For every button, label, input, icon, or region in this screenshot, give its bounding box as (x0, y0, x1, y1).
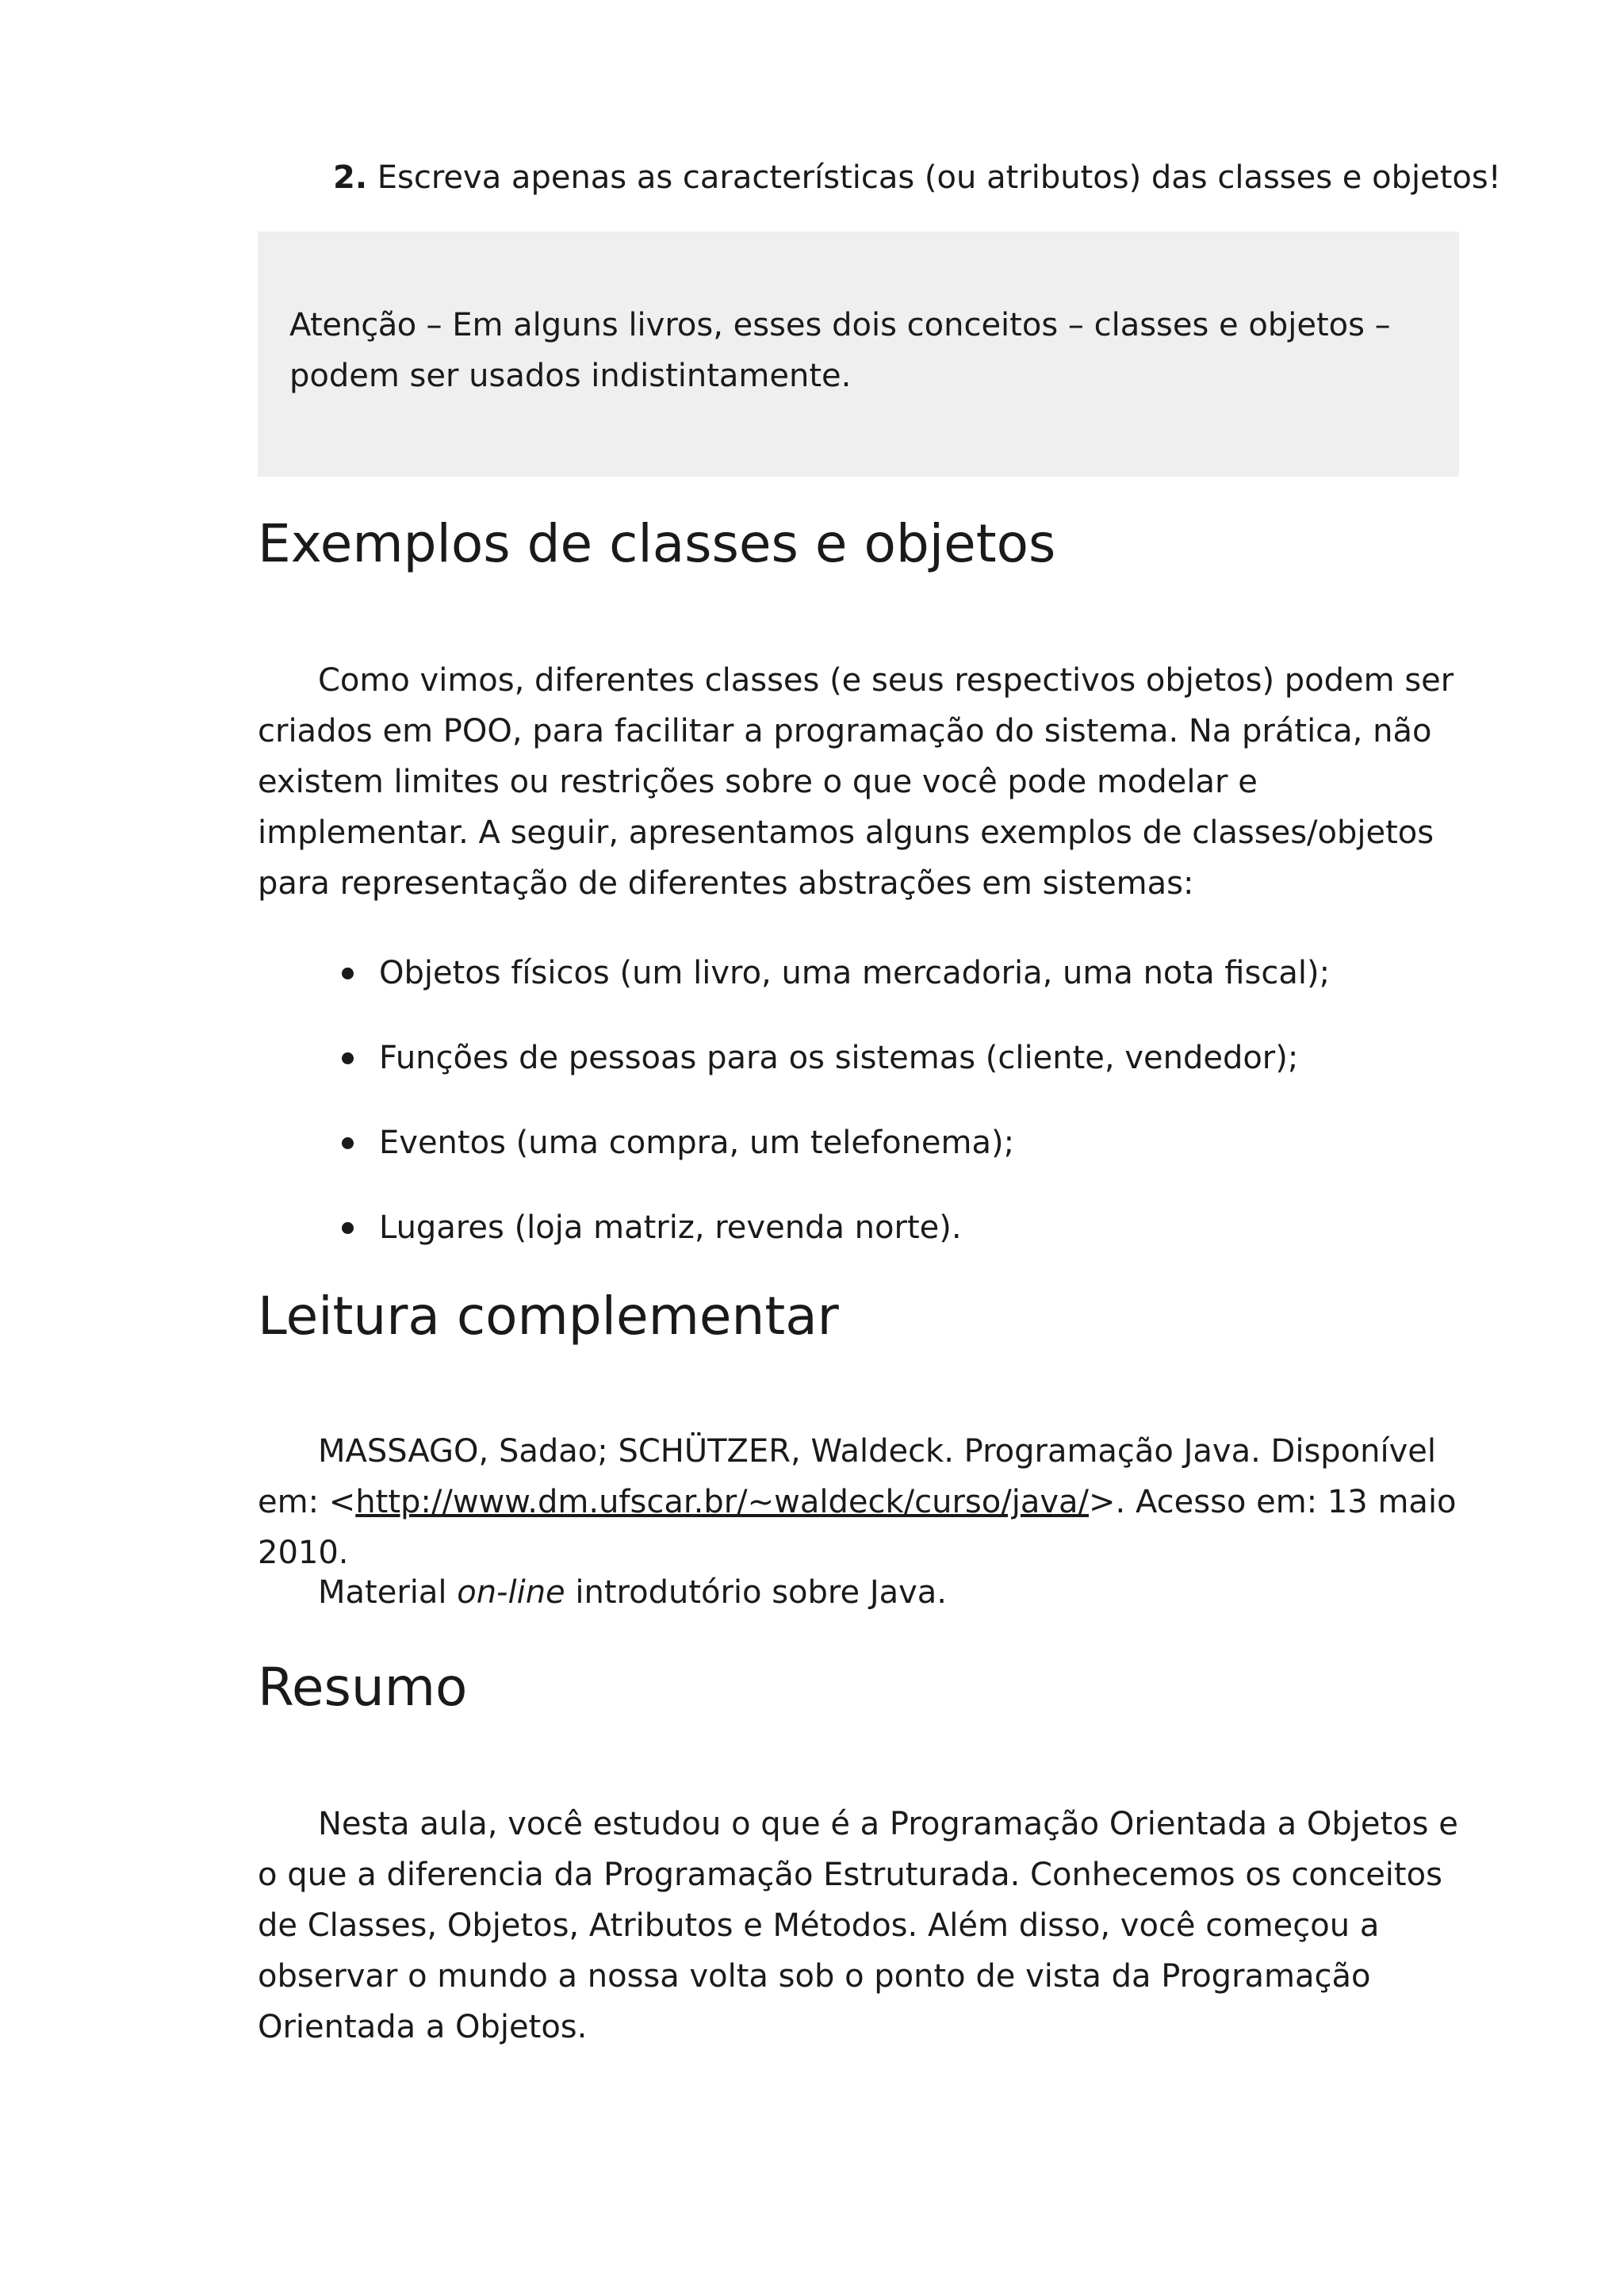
material-paragraph (258, 1567, 1459, 1618)
reference-prefix: MASSAGO, Sadao; SCHÜTZER, Waldeck. Programação Java. Disponível em: < (258, 1433, 1437, 1520)
list-item-text: Lugares (loja matriz, revenda norte). (379, 1209, 962, 1246)
list-item (258, 1033, 1459, 1117)
attention-note (258, 232, 1459, 477)
bullet-icon (342, 968, 354, 979)
list-item-text: Funções de pessoas para os sistemas (cliente, vendedor); (379, 1040, 1299, 1076)
examples-heading: Exemplos de classes e objetos (258, 513, 1056, 574)
reference-paragraph (258, 1426, 1459, 1578)
reference-suffix: >. Acesso em: 13 maio 2010. (258, 1484, 1457, 1571)
bullet-icon (342, 1222, 354, 1234)
list-item-text: Objetos físicos (um livro, uma mercadoria, uma nota fiscal); (379, 955, 1331, 991)
summary-heading: Resumo (258, 1657, 468, 1718)
examples-list (258, 948, 1459, 1287)
material-italic: on-line (457, 1574, 565, 1611)
note-label: Atenção (289, 307, 416, 343)
summary-paragraph: Nesta aula, você estudou o que é a Programação Orientada a Objetos e o que a diferencia da Programação Estruturada. Conhecemos os conceitos de Classes, Objetos, Atributos e Métodos. Além disso, você começou a observar o mundo a nossa volta sob o ponto de vista da Programação Orientada a Objetos. (258, 1806, 1458, 2045)
list-item-text: Eventos (uma compra, um telefonema); (379, 1125, 1015, 1161)
list-item (258, 1117, 1459, 1202)
note-text: – Em alguns livros, esses dois conceitos – classes e objetos – podem ser usados indistintamente. (289, 307, 1391, 394)
bullet-icon (342, 1137, 354, 1149)
reading-heading: Leitura complementar (258, 1286, 839, 1347)
step-text: Escreva apenas as características (ou atributos) das classes e objetos! (377, 159, 1501, 196)
material-suffix: introdutório sobre Java. (565, 1574, 948, 1611)
material-prefix: Material (318, 1574, 458, 1611)
bullet-icon (342, 1052, 354, 1064)
reference-link[interactable]: http://www.dm.ufscar.br/~waldeck/curso/java/ (355, 1484, 1090, 1520)
list-item (258, 948, 1459, 1033)
step-number: 2. (333, 159, 368, 196)
numbered-step (333, 155, 1501, 200)
examples-paragraph: Como vimos, diferentes classes (e seus respectivos objetos) podem ser criados em POO, para facilitar a programação do sistema. Na prática, não existem limites ou restrições sobre o que você pode modelar e implementar. A seguir, apresentamos alguns exemplos de classes/objetos para representação de diferentes abstrações em sistemas: (258, 662, 1454, 902)
list-item (258, 1202, 1459, 1287)
